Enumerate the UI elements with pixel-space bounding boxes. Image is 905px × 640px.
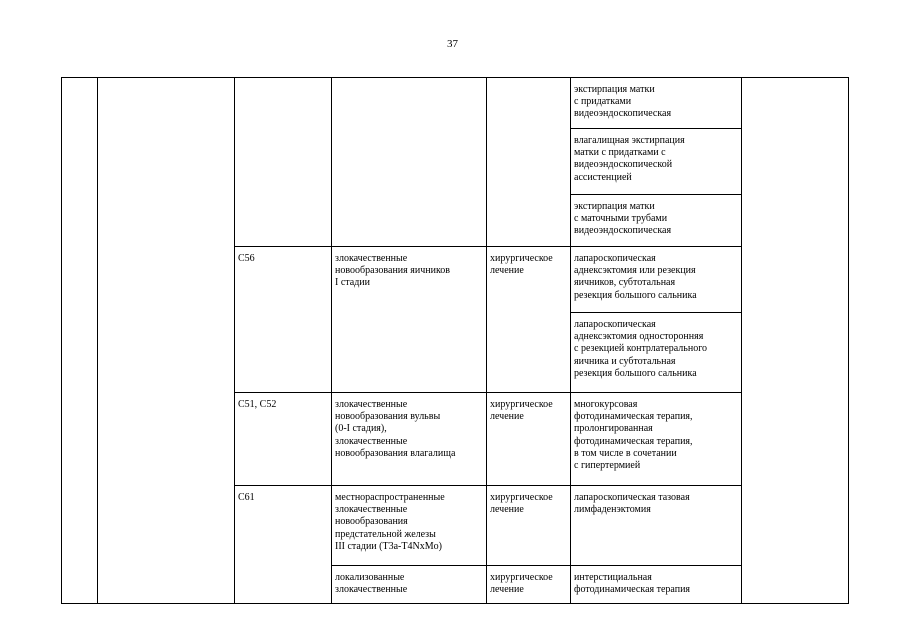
- method-cell: интерстициальная фотодинамическая терапия: [574, 572, 691, 596]
- diagnosis-cell: злокачественные новообразования вульвы (0-I стадия), злокачественные новообразования влагалища: [335, 399, 456, 459]
- method-cell: экстирпация матки с придатками видеоэндоскопическая: [574, 84, 672, 120]
- page-number: 37: [447, 38, 458, 50]
- diagnosis-cell: локализованные злокачественные: [335, 572, 408, 596]
- column-divider: [486, 77, 487, 604]
- table-border-right: [848, 77, 849, 604]
- column-divider: [97, 77, 98, 604]
- method-cell: лапароскопическая аднексэктомия или резекция яичников, субтотальная резекция большого сальника: [574, 253, 697, 301]
- method-cell: влагалищная экстирпация матки с придатками с видеоэндоскопической ассистенцией: [574, 135, 685, 183]
- row-separator: [234, 392, 742, 393]
- table-border-top: [61, 77, 849, 78]
- diagnosis-cell: местнораспространенные злокачественные новообразования предстательной железы III стадии (T3a-T4NxMo): [335, 492, 445, 552]
- method-cell: лапароскопическая аднексэктомия односторонняя с резекцией контрлатерального яичника и субтотальная резекция большого сальника: [574, 319, 708, 379]
- table-border-bottom: [61, 603, 849, 604]
- method-cell: экстирпация матки с маточными трубами видеоэндоскопическая: [574, 201, 672, 237]
- column-divider: [331, 77, 332, 604]
- method-cell: лапароскопическая тазовая лимфаденэктомия: [574, 492, 690, 516]
- method-cell: многокурсовая фотодинамическая терапия, пролонгированная фотодинамическая терапия, в том числе в сочетании с гипертермией: [574, 399, 693, 472]
- table-border-left: [61, 77, 62, 604]
- column-divider: [741, 77, 742, 604]
- row-separator: [570, 128, 742, 129]
- column-divider: [234, 77, 235, 604]
- treatment-cell: хирургическое лечение: [490, 492, 553, 516]
- treatment-cell: хирургическое лечение: [490, 572, 553, 596]
- row-separator: [331, 565, 742, 566]
- treatment-cell: хирургическое лечение: [490, 399, 553, 423]
- column-divider: [570, 77, 571, 604]
- icd-code-cell: C61: [238, 492, 255, 503]
- row-separator: [234, 485, 742, 486]
- icd-code-cell: C51, C52: [238, 399, 277, 410]
- row-separator: [570, 194, 742, 195]
- icd-code-cell: C56: [238, 253, 255, 264]
- diagnosis-cell: злокачественные новообразования яичников I стадии: [335, 253, 451, 289]
- row-separator: [234, 246, 742, 247]
- treatment-cell: хирургическое лечение: [490, 253, 553, 277]
- row-separator: [570, 312, 742, 313]
